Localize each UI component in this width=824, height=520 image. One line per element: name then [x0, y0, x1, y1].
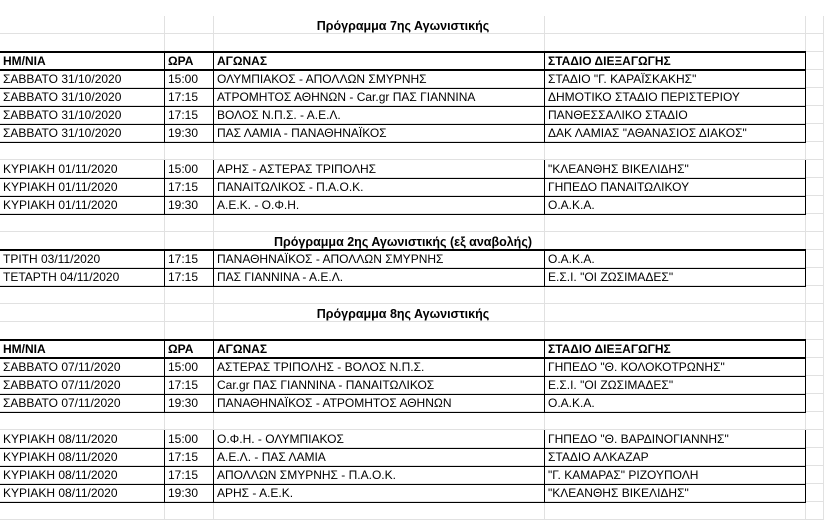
column-header-stadium: ΣΤΑΔΙΟ ΔΙΕΞΑΓΩΓΗΣ	[548, 54, 671, 68]
grid-cell	[806, 286, 824, 304]
table-border	[0, 466, 806, 467]
column-header-stadium: ΣΤΑΔΙΟ ΔΙΕΞΑΓΩΓΗΣ	[548, 342, 671, 356]
time-cell[interactable]: 15:00	[168, 162, 199, 176]
time-cell[interactable]: 17:15	[168, 468, 199, 482]
grid-cell	[806, 502, 824, 520]
column-header-match: ΑΓΩΝΑΣ	[217, 342, 268, 356]
date-cell[interactable]: ΣΑΒΒΑΤΟ 31/10/2020	[3, 72, 122, 86]
table-border	[0, 88, 806, 89]
table-border	[0, 484, 806, 485]
match-cell[interactable]: ΠΑΝΑΙΤΩΛΙΚΟΣ - Π.Α.Ο.Κ.	[217, 180, 364, 194]
grid-cell	[165, 502, 214, 520]
column-header-date: ΗΜ/ΝΙΑ	[3, 342, 46, 356]
grid-cell	[214, 322, 545, 340]
table-border	[213, 52, 214, 142]
grid-cell	[806, 430, 824, 448]
stadium-cell[interactable]: "ΚΛΕΑΝΘΗΣ ΒΙΚΕΛΙΔΗΣ"	[548, 162, 689, 176]
grid-cell	[165, 322, 214, 340]
match-cell[interactable]: ΒΟΛΟΣ Ν.Π.Σ. - Α.Ε.Λ.	[217, 108, 341, 122]
match-cell[interactable]: ΑΡΗΣ - ΑΣΤΕΡΑΣ ΤΡΙΠΟΛΗΣ	[217, 162, 377, 176]
grid-cell	[545, 412, 806, 430]
table-border	[164, 250, 165, 286]
table-border	[164, 160, 165, 214]
grid-cell	[806, 214, 824, 232]
grid-cell	[806, 358, 824, 376]
time-cell[interactable]: 19:30	[168, 486, 199, 500]
table-border	[213, 160, 214, 214]
table-border	[0, 214, 806, 215]
date-cell[interactable]: ΚΥΡΙΑΚΗ 01/11/2020	[3, 198, 118, 212]
grid-cell	[165, 142, 214, 160]
table-border	[0, 339, 806, 341]
section-title: Πρόγραμμα 2ης Αγωνιστικής (εξ αναβολής)	[274, 235, 532, 249]
grid-cell	[545, 34, 806, 52]
stadium-cell[interactable]: Ο.Α.Κ.Α.	[548, 198, 595, 212]
table-border	[0, 69, 806, 71]
grid-cell	[806, 106, 824, 124]
table-border	[213, 250, 214, 286]
table-border	[0, 142, 806, 143]
time-cell[interactable]: 19:30	[168, 396, 199, 410]
table-border	[0, 196, 806, 197]
time-cell[interactable]: 17:15	[168, 180, 199, 194]
match-cell[interactable]: ΑΤΡΟΜΗΤΟΣ ΑΘΗΝΩΝ - Car.gr ΠΑΣ ΓΙΑΝΝΙΝΑ	[217, 90, 476, 104]
match-cell[interactable]: Car.gr ΠΑΣ ΓΙΑΝΝΙΝΑ - ΠΑΝΑΙΤΩΛΙΚΟΣ	[217, 378, 435, 392]
grid-cell	[214, 214, 545, 232]
table-border	[0, 376, 806, 377]
stadium-cell[interactable]: "ΚΛΕΑΝΘΗΣ ΒΙΚΕΛΙΔΗΣ"	[548, 486, 689, 500]
table-border	[0, 357, 806, 359]
match-cell[interactable]: Ο.Φ.Η. - ΟΛΥΜΠΙΑΚΟΣ	[217, 432, 344, 446]
grid-cell	[806, 88, 824, 106]
table-border	[164, 430, 165, 502]
time-cell[interactable]: 19:30	[168, 126, 199, 140]
grid-cell	[806, 52, 824, 70]
time-cell[interactable]: 17:15	[168, 108, 199, 122]
date-cell[interactable]: ΣΑΒΒΑΤΟ 07/11/2020	[3, 378, 121, 392]
time-cell[interactable]: 15:00	[168, 360, 199, 374]
time-cell[interactable]: 17:15	[168, 450, 199, 464]
table-border	[213, 340, 214, 412]
match-cell[interactable]: ΟΛΥΜΠΙΑΚΟΣ - ΑΠΟΛΛΩΝ ΣΜΥΡΝΗΣ	[217, 72, 427, 86]
grid-cell	[0, 286, 165, 304]
table-border	[805, 160, 806, 214]
grid-cell	[165, 286, 214, 304]
grid-cell	[806, 340, 824, 358]
table-border	[0, 124, 806, 125]
grid-cell	[806, 34, 824, 52]
grid-cell	[806, 394, 824, 412]
grid-cell	[165, 34, 214, 52]
table-border	[213, 430, 214, 502]
grid-cell	[806, 160, 824, 178]
stadium-cell[interactable]: ΓΗΠΕΔΟ "Θ. ΚΟΛΟΚΟΤΡΩΝΗΣ"	[548, 360, 725, 374]
grid-cell	[0, 214, 165, 232]
table-border	[0, 394, 806, 395]
match-cell[interactable]: ΑΠΟΛΛΩΝ ΣΜΥΡΝΗΣ - Π.Α.Ο.Κ.	[217, 468, 396, 482]
table-border	[805, 52, 806, 142]
section-title: Πρόγραμμα 8ης Αγωνιστικής	[316, 307, 490, 321]
stadium-cell[interactable]: Ο.Α.Κ.Α.	[548, 252, 595, 266]
date-cell[interactable]: ΤΕΤΑΡΤΗ 04/11/2020	[3, 270, 120, 284]
date-cell[interactable]: ΣΑΒΒΑΤΟ 07/11/2020	[3, 360, 121, 374]
stadium-cell[interactable]: "Γ. ΚΑΜΑΡΑΣ" ΡΙΖΟΥΠΟΛΗ	[548, 468, 699, 482]
table-border	[544, 430, 545, 502]
grid-cell	[0, 502, 165, 520]
grid-cell	[214, 34, 545, 52]
date-cell[interactable]: ΤΡΙΤΗ 03/11/2020	[3, 252, 101, 266]
time-cell[interactable]: 17:15	[168, 270, 199, 284]
grid-cell	[806, 232, 824, 250]
grid-cell	[806, 16, 824, 34]
time-cell[interactable]: 17:15	[168, 90, 199, 104]
match-cell[interactable]: ΑΣΤΕΡΑΣ ΤΡΙΠΟΛΗΣ - ΒΟΛΟΣ Ν.Π.Σ.	[217, 360, 425, 374]
grid-cell	[545, 214, 806, 232]
match-cell[interactable]: ΑΡΗΣ - Α.Ε.Κ.	[217, 486, 294, 500]
date-cell[interactable]: ΚΥΡΙΑΚΗ 08/11/2020	[3, 450, 118, 464]
grid-cell	[806, 250, 824, 268]
grid-cell	[545, 502, 806, 520]
column-header-time: ΩΡΑ	[168, 342, 194, 356]
stadium-cell[interactable]: ΓΗΠΕΔΟ "Θ. ΒΑΡΔΙΝΟΓΙΑΝΝΗΣ"	[548, 432, 729, 446]
time-cell[interactable]: 17:15	[168, 378, 199, 392]
table-border	[0, 502, 806, 503]
column-header-match: ΑΓΩΝΑΣ	[217, 54, 268, 68]
date-cell[interactable]: ΣΑΒΒΑΤΟ 31/10/2020	[3, 90, 122, 104]
table-border	[0, 249, 806, 251]
match-cell[interactable]: ΠΑΝΑΘΗΝΑΪΚΟΣ - ΑΠΟΛΛΩΝ ΣΜΥΡΝΗΣ	[217, 252, 444, 266]
grid-cell	[214, 412, 545, 430]
table-border	[0, 286, 806, 287]
stadium-cell[interactable]: ΣΤΑΔΙΟ ΑΛΚΑΖΑΡ	[548, 450, 649, 464]
table-border	[0, 178, 806, 179]
time-cell[interactable]: 15:00	[168, 432, 199, 446]
match-cell[interactable]: Α.Ε.Κ. - Ο.Φ.Η.	[217, 198, 300, 212]
grid-cell	[806, 196, 824, 214]
table-border	[164, 340, 165, 412]
grid-cell	[806, 412, 824, 430]
stadium-cell[interactable]: ΔΗΜΟΤΙΚΟ ΣΤΑΔΙΟ ΠΕΡΙΣΤΕΡΙΟΥ	[548, 90, 740, 104]
grid-cell	[806, 376, 824, 394]
grid-cell	[806, 124, 824, 142]
table-border	[0, 448, 806, 449]
table-border	[544, 52, 545, 142]
match-cell[interactable]: ΠΑΣ ΛΑΜΙΑ - ΠΑΝΑΘΗΝΑΪΚΟΣ	[217, 126, 387, 140]
stadium-cell[interactable]: Ε.Σ.Ι. "ΟΙ ΖΩΣΙΜΑΔΕΣ"	[548, 378, 674, 392]
grid-cell	[214, 142, 545, 160]
table-border	[0, 268, 806, 269]
grid-cell	[806, 304, 824, 322]
grid-cell	[0, 322, 165, 340]
grid-cell	[806, 268, 824, 286]
stadium-cell[interactable]: ΣΤΑΔΙΟ "Γ. ΚΑΡΑΪΣΚΑΚΗΣ"	[548, 72, 697, 86]
grid-cell	[806, 466, 824, 484]
match-cell[interactable]: Α.Ε.Λ. - ΠΑΣ ΛΑΜΙΑ	[217, 450, 326, 464]
stadium-cell[interactable]: Ε.Σ.Ι. "ΟΙ ΖΩΣΙΜΑΔΕΣ"	[548, 270, 674, 284]
grid-cell	[214, 286, 545, 304]
date-cell[interactable]: ΚΥΡΙΑΚΗ 01/11/2020	[3, 180, 118, 194]
time-cell[interactable]: 19:30	[168, 198, 199, 212]
grid-cell	[545, 286, 806, 304]
grid-cell	[165, 214, 214, 232]
table-border	[805, 250, 806, 286]
time-cell[interactable]: 17:15	[168, 252, 199, 266]
grid-cell	[545, 142, 806, 160]
table-border	[805, 340, 806, 412]
stadium-cell[interactable]: ΠΑΝΘΕΣΣΑΛΙΚΟ ΣΤΑΔΙΟ	[548, 108, 688, 122]
stadium-cell[interactable]: ΔΑΚ ΛΑΜΙΑΣ "ΑΘΑΝΑΣΙΟΣ ΔΙΑΚΟΣ"	[548, 126, 747, 140]
stadium-cell[interactable]: Ο.Α.Κ.Α.	[548, 396, 595, 410]
table-border	[544, 250, 545, 286]
date-cell[interactable]: ΣΑΒΒΑΤΟ 31/10/2020	[3, 108, 122, 122]
grid-cell	[165, 412, 214, 430]
time-cell[interactable]: 15:00	[168, 72, 199, 86]
table-border	[164, 52, 165, 142]
date-cell[interactable]: ΚΥΡΙΑΚΗ 01/11/2020	[3, 162, 118, 176]
grid-cell	[806, 322, 824, 340]
grid-cell	[0, 142, 165, 160]
table-border	[0, 106, 806, 107]
grid-cell	[806, 142, 824, 160]
table-border	[0, 412, 806, 413]
grid-cell	[0, 412, 165, 430]
grid-cell	[0, 34, 165, 52]
date-cell[interactable]: ΚΥΡΙΑΚΗ 08/11/2020	[3, 432, 118, 446]
table-border	[544, 340, 545, 412]
table-border	[805, 430, 806, 502]
date-cell[interactable]: ΚΥΡΙΑΚΗ 08/11/2020	[3, 486, 118, 500]
date-cell[interactable]: ΚΥΡΙΑΚΗ 08/11/2020	[3, 468, 118, 482]
table-border	[544, 160, 545, 214]
grid-cell	[214, 502, 545, 520]
grid-cell	[806, 448, 824, 466]
match-cell[interactable]: ΠΑΝΑΘΗΝΑΪΚΟΣ - ΑΤΡΟΜΗΤΟΣ ΑΘΗΝΩΝ	[217, 396, 452, 410]
date-cell[interactable]: ΣΑΒΒΑΤΟ 07/11/2020	[3, 396, 121, 410]
column-header-time: ΩΡΑ	[168, 54, 194, 68]
match-cell[interactable]: ΠΑΣ ΓΙΑΝΝΙΝΑ - Α.Ε.Λ.	[217, 270, 344, 284]
section-title: Πρόγραμμα 7ης Αγωνιστικής	[316, 19, 490, 33]
grid-cell	[545, 322, 806, 340]
column-header-date: ΗΜ/ΝΙΑ	[3, 54, 46, 68]
stadium-cell[interactable]: ΓΗΠΕΔΟ ΠΑΝΑΙΤΩΛΙΚΟΥ	[548, 180, 690, 194]
table-border	[0, 51, 806, 53]
grid-cell	[806, 70, 824, 88]
grid-cell	[806, 178, 824, 196]
date-cell[interactable]: ΣΑΒΒΑΤΟ 31/10/2020	[3, 126, 122, 140]
